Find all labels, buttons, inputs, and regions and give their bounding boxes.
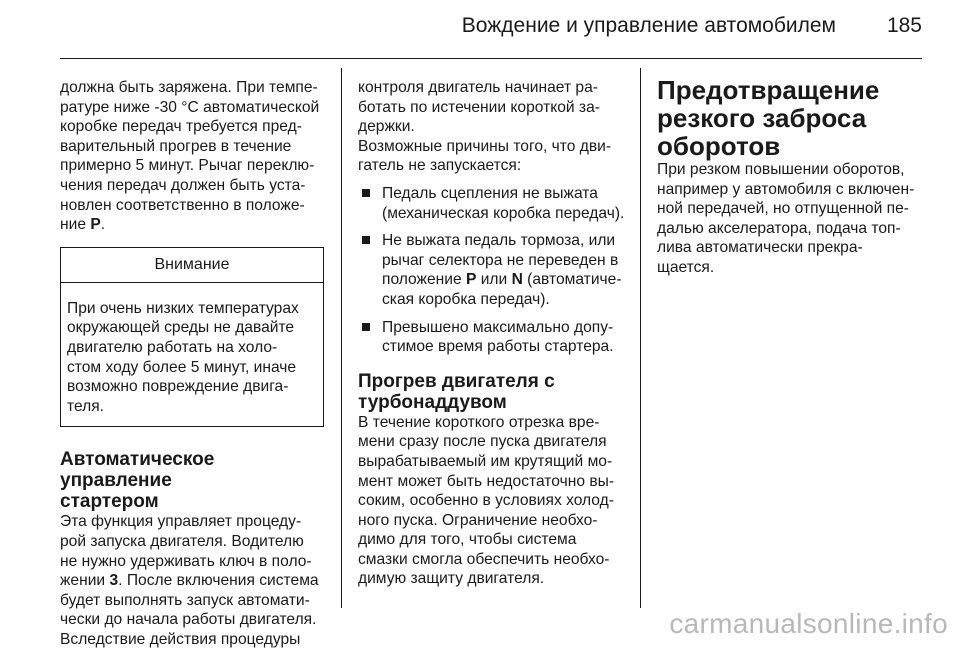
column-divider-2 [640, 68, 641, 608]
column-3 [657, 75, 923, 278]
reasons-list [358, 184, 626, 357]
page-header-title: Вождение и управление автомобилем [461, 14, 836, 37]
column-2 [358, 78, 626, 589]
section-heading-overrun-prevention: Предотвращение резкого заброса оборотов [657, 75, 880, 161]
bullet-square-icon [362, 323, 370, 331]
gear-position-n: N [511, 271, 523, 289]
paragraph-battery-transmission: должна быть заряжена. При темпе- ратуре ниже -30 °С автоматической коробке передач требуется пред- варительный прогрев в течение примерно 5 минут. Рычаг переклю- чения передач должен быть уста- новлен соответственно в положе- ние P. [60, 79, 320, 234]
page-number: 185 [886, 14, 922, 37]
paragraph-auto-starter: Эта функция управляет процеду- рой запуска двигателя. Водителю не нужно удерживать ключ в поло- жении 3. После включения система будет выполнять запуск автомати- чески до начала работы двигателя. Вследствие действия процедуры [60, 513, 319, 648]
section-heading-auto-starter: Автоматическое управление стартером [60, 449, 215, 513]
warning-title: Внимание [61, 248, 323, 283]
gear-position-p: P [90, 216, 101, 234]
list-item: Не выжата педаль тормоза, или рычаг селектора не переведен в положение P или N (автоматиче- ская коробка передач). [358, 231, 626, 309]
column-1 [60, 78, 324, 649]
warning-body: При очень низких температурах окружающей среды не давайте двигателю работать на холо- стом ходу более 5 минут, иначе возможно повреждение двига- теля. [67, 299, 299, 415]
bullet-square-icon [362, 236, 370, 244]
section-heading-turbo-warmup: Прогрев двигателя с турбонаддувом [358, 370, 555, 413]
list-item: Педаль сцепления не выжата (механическая коробка передач). [358, 184, 626, 223]
paragraph-turbo-warmup: В течение короткого отрезка вре- мени сразу после пуска двигателя вырабатываемый им крутящий мо- мент может быть недостаточно вы- соким, особенно в условиях холод- ного пуска. Ограничение необхо- димо для того, чтобы система смазки смогла обеспечить необхо- димую защиту двигателя. [358, 413, 615, 588]
page-header [0, 0, 960, 58]
column-divider-1 [341, 68, 342, 608]
watermark: carmanualsonline.info [669, 608, 948, 639]
paragraph-overrun-prevention: При резком повышении оборотов, например у автомобиля с включен- ной передачей, но отпущенной пе- далью акселератора, подача топ- лива автоматически прекра- щается. [657, 161, 915, 276]
paragraph-start-failure-reasons: Возможные причины того, что дви- гатель не запускается: [358, 137, 612, 175]
paragraph-start-delay: контроля двигатель начинает ра- ботать по истечении короткой за- держки. [358, 79, 600, 136]
header-rule [60, 58, 922, 59]
key-position-3: 3 [109, 572, 119, 590]
warning-box [60, 247, 324, 428]
gear-position-p: P [465, 271, 477, 289]
bullet-square-icon [362, 189, 370, 197]
list-item: Превышено максимально допу- стимое время работы стартера. [358, 318, 626, 357]
